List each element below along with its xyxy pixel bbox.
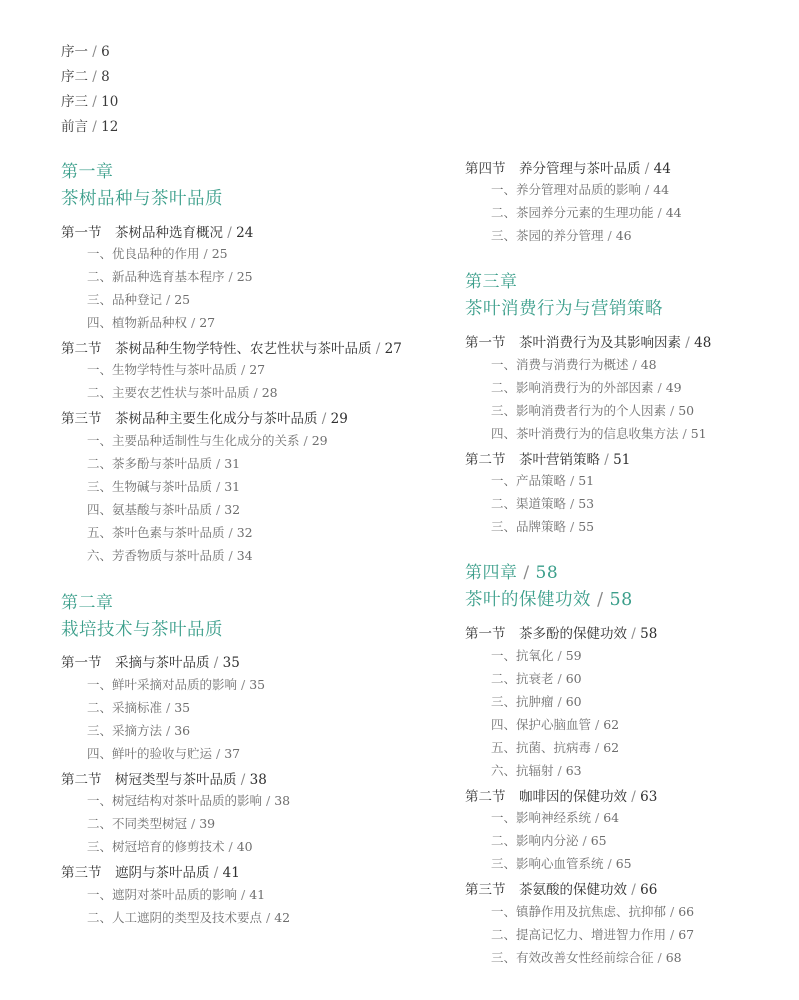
page-separator: / (209, 655, 223, 671)
section-title: 茶树品种主要生化成分与茶叶品质 (115, 411, 318, 427)
subsection-entry[interactable] (491, 925, 694, 943)
front-matter-entry[interactable] (61, 65, 110, 85)
subsection-entry[interactable] (87, 383, 278, 401)
chapter-number (465, 267, 518, 292)
subsection-entry[interactable] (491, 948, 682, 966)
subsection-title: 五、抗菌、抗病毒 (491, 740, 592, 755)
page-number: 10 (101, 94, 119, 110)
page-number: 32 (236, 525, 253, 540)
page-number: 12 (101, 119, 119, 135)
section-title: 养分管理与茶叶品质 (519, 161, 641, 177)
page-number: 51 (690, 426, 707, 441)
subsection-title: 一、遮阴对茶叶品质的影响 (87, 887, 238, 902)
subsection-entry[interactable] (491, 761, 582, 779)
subsection-title: 三、茶园的养分管理 (491, 228, 604, 243)
page-separator: / (566, 473, 579, 488)
page-number: 27 (384, 341, 402, 357)
subsection-title: 二、提高记忆力、增进智力作用 (491, 927, 667, 942)
page-number: 28 (261, 385, 278, 400)
page-number: 8 (101, 69, 110, 85)
subsection-entry[interactable] (87, 791, 290, 809)
page-number: 44 (653, 182, 670, 197)
page-number: 68 (665, 950, 682, 965)
subsection-entry[interactable] (491, 378, 682, 396)
section-number: 第一节 (465, 335, 506, 351)
subsection-title: 一、产品策略 (491, 473, 567, 488)
subsection-entry[interactable] (491, 692, 582, 710)
subsection-title: 四、氨基酸与茶叶品质 (87, 502, 213, 517)
subsection-entry[interactable] (87, 837, 253, 855)
page-number: 60 (565, 694, 582, 709)
section-title: 咖啡因的保健功效 (519, 789, 627, 805)
section-number: 第二节 (61, 772, 102, 788)
page-number: 6 (101, 44, 110, 60)
page-number: 25 (174, 292, 191, 307)
subsection-entry[interactable] (87, 290, 190, 308)
subsection-title: 四、茶叶消费行为的信息收集方法 (491, 426, 679, 441)
page-separator: / (591, 740, 604, 755)
section-title: 茶树品种选育概况 (115, 225, 223, 241)
page-separator: / (603, 856, 616, 871)
page-separator: / (640, 161, 654, 177)
page-number: 25 (211, 246, 228, 261)
page-separator: / (591, 717, 604, 732)
section-entry[interactable] (465, 157, 671, 177)
subsection-title: 二、新品种选育基本程序 (87, 269, 225, 284)
subsection-title: 二、采摘标准 (87, 700, 163, 715)
subsection-title: 一、镇静作用及抗焦虑、抗抑郁 (491, 904, 667, 919)
page-separator: / (678, 426, 691, 441)
subsection-title: 三、品种登记 (87, 292, 163, 307)
page-separator: / (162, 723, 175, 738)
page-separator: / (199, 246, 212, 261)
chapter-title-text: 茶叶消费行为与营销策略 (465, 299, 663, 319)
entry-label: 序一 (61, 44, 88, 60)
entry-label: 序二 (61, 69, 88, 85)
page-separator: / (653, 380, 666, 395)
page-separator: / (162, 292, 175, 307)
section-number: 第二节 (465, 452, 506, 468)
subsection-title: 三、品牌策略 (491, 519, 567, 534)
page-number: 39 (199, 816, 216, 831)
subsection-entry[interactable] (491, 517, 594, 535)
subsection-entry[interactable] (87, 500, 240, 518)
page-number: 35 (174, 700, 191, 715)
page-separator: / (603, 228, 616, 243)
subsection-entry[interactable] (87, 523, 253, 541)
chapter-title[interactable] (465, 295, 663, 320)
section-entry[interactable] (61, 861, 240, 881)
subsection-title: 一、树冠结构对茶叶品质的影响 (87, 793, 263, 808)
subsection-entry[interactable] (491, 646, 582, 664)
page-separator: / (162, 700, 175, 715)
subsection-entry[interactable] (87, 908, 290, 926)
section-entry[interactable] (61, 337, 402, 357)
section-entry[interactable] (465, 785, 657, 805)
page-separator: / (627, 626, 641, 642)
page-separator: / (209, 865, 223, 881)
section-entry[interactable] (61, 768, 267, 788)
subsection-entry[interactable] (87, 454, 240, 472)
page-separator: / (262, 910, 275, 925)
subsection-title: 一、影响神经系统 (491, 810, 592, 825)
page-separator: / (88, 69, 102, 85)
page-separator: / (224, 525, 237, 540)
page-number: 66 (640, 882, 658, 898)
page-separator: / (212, 502, 225, 517)
section-number: 第二节 (465, 789, 506, 805)
subsection-entry[interactable] (87, 546, 253, 564)
page-number: 29 (330, 411, 348, 427)
subsection-entry[interactable] (491, 355, 657, 373)
page-number: 65 (590, 833, 607, 848)
subsection-title: 一、优良品种的作用 (87, 246, 200, 261)
subsection-title: 四、保护心脑血管 (491, 717, 592, 732)
page-separator: / (591, 590, 610, 610)
page-number: 42 (274, 910, 291, 925)
page-number: 35 (249, 677, 266, 692)
page-number: 32 (224, 502, 241, 517)
section-title: 采摘与茶叶品质 (115, 655, 210, 671)
chapter-number-text: 第三章 (465, 272, 518, 292)
subsection-entry[interactable] (87, 313, 215, 331)
subsection-title: 三、有效改善女性经前综合征 (491, 950, 654, 965)
front-matter-entry[interactable] (61, 90, 118, 110)
subsection-title: 六、抗辐射 (491, 763, 554, 778)
page-number: 40 (236, 839, 253, 854)
page-separator: / (249, 385, 262, 400)
page-separator: / (187, 816, 200, 831)
subsection-entry[interactable] (491, 226, 632, 244)
page-number: 41 (249, 887, 266, 902)
page-separator: / (553, 694, 566, 709)
section-title: 茶多酚的保健功效 (519, 626, 627, 642)
subsection-entry[interactable] (87, 885, 265, 903)
section-entry[interactable] (465, 622, 657, 642)
section-title: 茶氨酸的保健功效 (519, 882, 627, 898)
page-number: 62 (603, 740, 620, 755)
section-number: 第三节 (61, 411, 102, 427)
subsection-title: 二、主要农艺性状与茶叶品质 (87, 385, 250, 400)
page-number: 25 (236, 269, 253, 284)
page-number: 58 (640, 626, 658, 642)
section-entry[interactable] (61, 651, 240, 671)
subsection-title: 一、主要品种适制性与生化成分的关系 (87, 433, 300, 448)
subsection-entry[interactable] (491, 808, 619, 826)
page-separator: / (237, 677, 250, 692)
page-number: 63 (565, 763, 582, 778)
subsection-title: 四、鲜叶的验收与贮运 (87, 746, 213, 761)
page-separator: / (600, 452, 614, 468)
page-separator: / (578, 833, 591, 848)
page-number: 41 (222, 865, 240, 881)
page-separator: / (212, 456, 225, 471)
section-number: 第三节 (61, 865, 102, 881)
page-number: 31 (224, 456, 241, 471)
subsection-title: 二、人工遮阴的类型及技术要点 (87, 910, 263, 925)
subsection-title: 三、影响心血管系统 (491, 856, 604, 871)
subsection-title: 一、抗氧化 (491, 648, 554, 663)
chapter-title-text: 茶叶的保健功效 (465, 590, 591, 610)
page-separator: / (88, 94, 102, 110)
page-number: 27 (249, 362, 266, 377)
subsection-title: 二、影响内分泌 (491, 833, 579, 848)
page-number: 24 (236, 225, 254, 241)
subsection-title: 三、抗肿瘤 (491, 694, 554, 709)
subsection-title: 四、植物新品种权 (87, 315, 188, 330)
chapter-title[interactable] (61, 616, 223, 641)
section-entry[interactable] (465, 448, 630, 468)
subsection-entry[interactable] (491, 738, 619, 756)
page-separator: / (299, 433, 312, 448)
subsection-title: 二、抗衰老 (491, 671, 554, 686)
page-number: 44 (653, 161, 671, 177)
chapter-title-text: 栽培技术与茶叶品质 (61, 620, 223, 640)
page-number: 48 (640, 357, 657, 372)
chapter-title[interactable] (465, 586, 633, 611)
page-separator: / (628, 357, 641, 372)
page-separator: / (553, 763, 566, 778)
page-separator: / (237, 362, 250, 377)
section-entry[interactable] (465, 878, 657, 898)
subsection-title: 三、生物碱与茶叶品质 (87, 479, 213, 494)
page-separator: / (653, 950, 666, 965)
front-matter-entry[interactable] (61, 115, 118, 135)
chapter-number (61, 157, 114, 182)
page-number: 58 (609, 590, 633, 610)
entry-label: 前言 (61, 119, 88, 135)
subsection-entry[interactable] (491, 203, 682, 221)
section-title: 遮阴与茶叶品质 (115, 865, 210, 881)
subsection-entry[interactable] (491, 180, 669, 198)
subsection-entry[interactable] (87, 698, 190, 716)
subsection-entry[interactable] (491, 424, 707, 442)
section-number: 第一节 (465, 626, 506, 642)
chapter-number-text: 第一章 (61, 162, 114, 182)
page-number: 53 (578, 496, 595, 511)
chapter-number-text: 第四章 (465, 563, 518, 583)
page-number: 46 (615, 228, 632, 243)
page-separator: / (553, 648, 566, 663)
page-number: 51 (613, 452, 631, 468)
subsection-title: 二、影响消费行为的外部因素 (491, 380, 654, 395)
chapter-number-text: 第二章 (61, 593, 114, 613)
subsection-title: 一、养分管理对品质的影响 (491, 182, 642, 197)
subsection-entry[interactable] (87, 744, 240, 762)
page-number: 38 (274, 793, 291, 808)
page-separator: / (88, 119, 102, 135)
page-number: 62 (603, 717, 620, 732)
subsection-entry[interactable] (87, 477, 240, 495)
page-separator: / (262, 793, 275, 808)
subsection-entry[interactable] (87, 431, 328, 449)
subsection-entry[interactable] (491, 715, 619, 733)
page-separator: / (212, 746, 225, 761)
page-number: 66 (678, 904, 695, 919)
page-separator: / (224, 839, 237, 854)
subsection-title: 二、茶园养分元素的生理功能 (491, 205, 654, 220)
page-separator: / (236, 772, 250, 788)
section-title: 茶叶营销策略 (519, 452, 600, 468)
page-number: 34 (236, 548, 253, 563)
page-separator: / (371, 341, 385, 357)
subsection-entry[interactable] (87, 267, 253, 285)
page-separator: / (88, 44, 102, 60)
page-number: 63 (640, 789, 658, 805)
subsection-entry[interactable] (87, 360, 265, 378)
page-separator: / (627, 789, 641, 805)
page-number: 67 (678, 927, 695, 942)
page-separator: / (517, 563, 536, 583)
page-number: 48 (694, 335, 712, 351)
page-separator: / (566, 496, 579, 511)
page-separator: / (224, 548, 237, 563)
subsection-title: 二、不同类型树冠 (87, 816, 188, 831)
page-separator: / (591, 810, 604, 825)
subsection-title: 一、生物学特性与茶叶品质 (87, 362, 238, 377)
page-number: 29 (311, 433, 328, 448)
page-number: 60 (565, 671, 582, 686)
subsection-entry[interactable] (87, 675, 265, 693)
section-number: 第二节 (61, 341, 102, 357)
section-title: 茶树品种生物学特性、农艺性状与茶叶品质 (115, 341, 372, 357)
page-separator: / (666, 904, 679, 919)
subsection-entry[interactable] (87, 721, 190, 739)
page-number: 35 (222, 655, 240, 671)
subsection-title: 二、渠道策略 (491, 496, 567, 511)
subsection-entry[interactable] (491, 854, 632, 872)
page-separator: / (187, 315, 200, 330)
page-number: 64 (603, 810, 620, 825)
page-separator: / (553, 671, 566, 686)
page-number: 31 (224, 479, 241, 494)
page-separator: / (223, 225, 237, 241)
section-entry[interactable] (465, 331, 711, 351)
page-number: 27 (199, 315, 216, 330)
section-entry[interactable] (61, 407, 348, 427)
page-separator: / (317, 411, 331, 427)
section-entry[interactable] (61, 221, 253, 241)
page-number: 49 (665, 380, 682, 395)
chapter-number (465, 558, 558, 583)
page-separator: / (212, 479, 225, 494)
front-matter-entry[interactable] (61, 40, 110, 60)
subsection-entry[interactable] (87, 814, 215, 832)
subsection-title: 一、消费与消费行为概述 (491, 357, 629, 372)
subsection-title: 三、树冠培育的修剪技术 (87, 839, 225, 854)
page-separator: / (224, 269, 237, 284)
chapter-title[interactable] (61, 185, 223, 210)
entry-label: 序三 (61, 94, 88, 110)
page-number: 51 (578, 473, 595, 488)
page-separator: / (666, 927, 679, 942)
page-separator: / (641, 182, 654, 197)
subsection-title: 二、茶多酚与茶叶品质 (87, 456, 213, 471)
subsection-entry[interactable] (491, 401, 694, 419)
subsection-entry[interactable] (491, 669, 582, 687)
chapter-number (61, 588, 114, 613)
page-number: 44 (665, 205, 682, 220)
page-separator: / (566, 519, 579, 534)
page-separator: / (237, 887, 250, 902)
section-number: 第三节 (465, 882, 506, 898)
section-number: 第一节 (61, 655, 102, 671)
section-number: 第一节 (61, 225, 102, 241)
page-number: 50 (678, 403, 695, 418)
section-title: 茶叶消费行为及其影响因素 (519, 335, 681, 351)
page-separator: / (627, 882, 641, 898)
page-number: 36 (174, 723, 191, 738)
page-separator: / (681, 335, 695, 351)
section-title: 树冠类型与茶叶品质 (115, 772, 237, 788)
subsection-entry[interactable] (491, 831, 607, 849)
page-number: 38 (249, 772, 267, 788)
subsection-entry[interactable] (491, 494, 594, 512)
subsection-title: 一、鲜叶采摘对品质的影响 (87, 677, 238, 692)
page-number: 37 (224, 746, 241, 761)
subsection-entry[interactable] (491, 902, 694, 920)
page-separator: / (666, 403, 679, 418)
page-number: 59 (565, 648, 582, 663)
subsection-entry[interactable] (87, 244, 228, 262)
subsection-title: 六、芳香物质与茶叶品质 (87, 548, 225, 563)
section-number: 第四节 (465, 161, 506, 177)
chapter-title-text: 茶树品种与茶叶品质 (61, 189, 223, 209)
page-number: 65 (615, 856, 632, 871)
page-separator: / (653, 205, 666, 220)
subsection-entry[interactable] (491, 471, 594, 489)
subsection-title: 三、影响消费者行为的个人因素 (491, 403, 667, 418)
subsection-title: 三、采摘方法 (87, 723, 163, 738)
subsection-title: 五、茶叶色素与茶叶品质 (87, 525, 225, 540)
page-number: 55 (578, 519, 595, 534)
page-number: 58 (535, 563, 559, 583)
